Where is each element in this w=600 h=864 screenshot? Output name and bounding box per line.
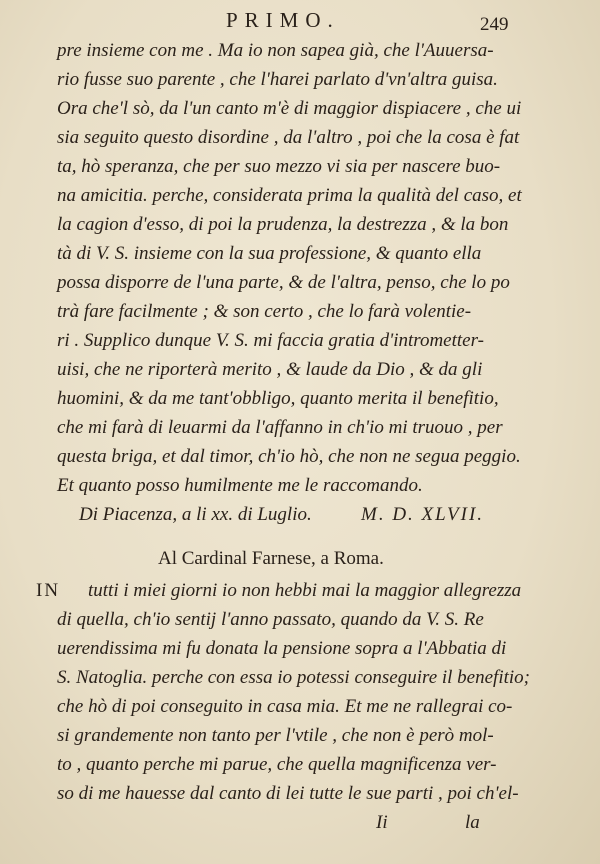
text-line: to , quanto perche mi parue, che quella magnificenza ver- — [57, 754, 497, 775]
text-line: di quella, ch'io sentij l'anno passato, quando da V. S. Re — [57, 609, 484, 630]
text-line: possa disporre de l'una parte, & de l'altra, penso, che lo po — [57, 272, 510, 293]
text-line: la cagion d'esso, di poi la prudenza, la destrezza , & la bon — [57, 214, 509, 235]
text-line: uisi, che ne riporterà merito , & laude da Dio , & da gli — [57, 359, 483, 380]
text-line: rio fusse suo parente , che l'harei parlato d'vn'altra guisa. — [57, 69, 498, 90]
text-line: tà di V. S. insieme con la sua professione, & quanto ella — [57, 243, 482, 264]
text-line: si grandemente non tanto per l'vtile , che non è però mol- — [57, 725, 494, 746]
text-line: che hò di poi conseguito in casa mia. Et me ne rallegrai co- — [57, 696, 513, 717]
signature-mark: Ii — [376, 812, 388, 833]
letter-heading: Al Cardinal Farnese, a Roma. — [158, 548, 384, 569]
signoff-place: Di Piacenza, a li xx. di Luglio. — [79, 504, 312, 525]
text-line: Et quanto posso humilmente me le raccomando. — [57, 475, 423, 496]
text-line: na amicitia. perche, considerata prima la qualità del caso, et — [57, 185, 522, 206]
text-line: so di me hauesse dal canto di lei tutte le sue parti , poi ch'el- — [57, 783, 519, 804]
text-line: uerendissima mi fu donata la pensione sopra a l'Abbatia di — [57, 638, 507, 659]
initial-capital: IN — [36, 580, 61, 601]
text-line: sia seguito questo disordine , da l'altro , poi che la cosa è fat — [57, 127, 520, 148]
text-line: questa briga, et dal timor, ch'io hò, che non ne segua peggio. — [57, 446, 521, 467]
text-line: pre insieme con me . Ma io non sapea già, che l'Auuersa- — [57, 40, 494, 61]
text-line: huomini, & da me tant'obbligo, quanto merita il benefitio, — [57, 388, 499, 409]
catchword: la — [465, 812, 480, 833]
signoff-date: M. D. XLVII. — [361, 504, 485, 525]
text-line: tutti i miei giorni io non hebbi mai la maggior allegrezza — [88, 580, 522, 601]
text-line: S. Natoglia. perche con essa io potessi conseguire il benefitio; — [57, 667, 530, 688]
text-line: Ora che'l sò, da l'un canto m'è di maggior dispiacere , che ui — [57, 98, 522, 119]
page-number: 249 — [480, 14, 509, 35]
text-line: che mi farà di leuarmi da l'affanno in ch'io mi truouo , per — [57, 417, 503, 438]
text-line: trà fare facilmente ; & son certo , che lo farà volentie- — [57, 301, 472, 322]
text-line: ta, hò speranza, che per suo mezzo vi sia per nascere buo- — [57, 156, 501, 177]
running-head: PRIMO. — [226, 8, 340, 32]
text-line: ri . Supplico dunque V. S. mi faccia gratia d'intrometter- — [57, 330, 484, 351]
